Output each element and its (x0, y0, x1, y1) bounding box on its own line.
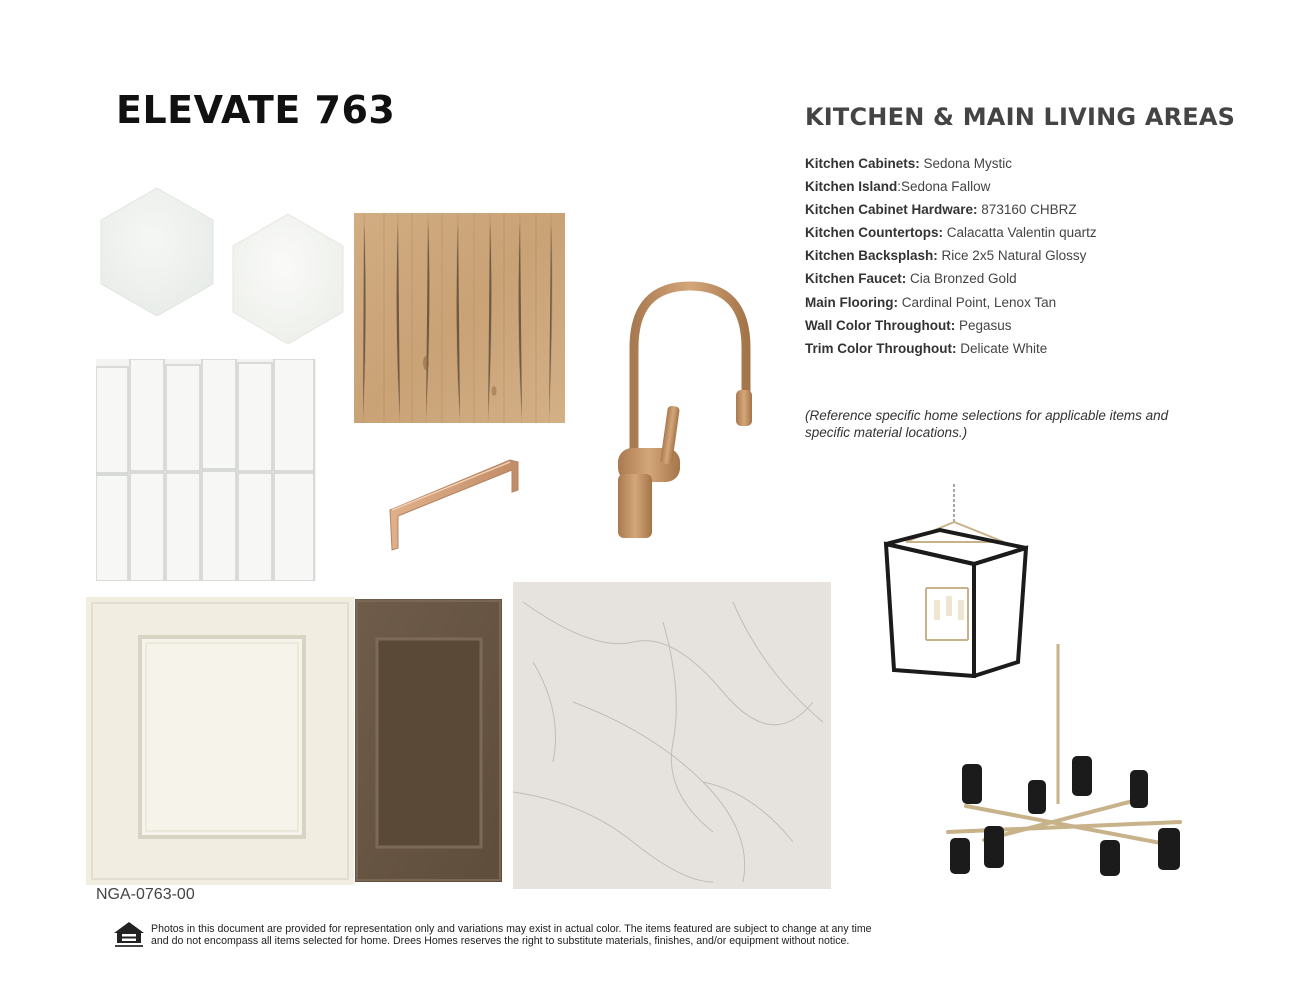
reference-note: (Reference specific home selections for applicable items and specific material locations.) (805, 408, 1169, 440)
selection-backsplash (805, 244, 1097, 267)
cabinet-hardware-image (366, 444, 536, 560)
selection-value: 873160 CHBRZ (977, 202, 1077, 218)
wall-paint-swatch (98, 186, 216, 318)
selection-value: Rice 2x5 Natural Glossy (937, 248, 1087, 264)
selection-value: Cardinal Point, Lenox Tan (897, 294, 1057, 310)
selection-faucet (805, 267, 1097, 290)
selection-label: Kitchen Faucet: (805, 271, 907, 287)
selection-wall-color (805, 314, 1097, 337)
selection-label: Kitchen Cabinets: (805, 156, 920, 171)
flooring-swatch (354, 213, 565, 423)
selection-list (805, 152, 1097, 360)
chandelier-image (944, 644, 1190, 880)
selection-value: Sedona Mystic (919, 156, 1013, 171)
trim-paint-swatch (230, 212, 346, 346)
kitchen-island-swatch (355, 599, 502, 882)
countertop-swatch (513, 582, 831, 889)
document-code: NGA-0763-00 (96, 886, 195, 903)
selection-cabinet-hardware (805, 198, 1097, 221)
backsplash-swatch (96, 359, 316, 581)
selection-value: Calacatta Valentin quartz (943, 225, 1097, 241)
selection-label: Kitchen Cabinet Hardware: (805, 202, 978, 218)
selection-label: Kitchen Island (805, 179, 898, 195)
selection-countertops (805, 221, 1097, 244)
kitchen-cabinet-swatch (86, 597, 354, 885)
selection-label: Kitchen Countertops: (805, 225, 943, 241)
disclaimer-text: Photos in this document are provided for representation only and variations may exist in actual color. The items featured are subject to change at any time and do not encompass all items selected for home. Drees Homes reserves the right to substitute materials, finishes, and/or equipment without notice. (151, 923, 872, 947)
selection-value: Pegasus (955, 317, 1012, 333)
selection-kitchen-cabinets (805, 152, 1097, 175)
selection-kitchen-island (805, 175, 1097, 198)
selection-trim-color (805, 337, 1097, 360)
selection-value: Cia Bronzed Gold (906, 271, 1017, 287)
equal-housing-opportunity-icon (113, 921, 145, 949)
selection-label: Main Flooring: (805, 294, 898, 310)
page-title: ELEVATE 763 (116, 88, 396, 132)
selection-value: :Sedona Fallow (897, 179, 991, 195)
selection-main-flooring (805, 291, 1097, 314)
faucet-image (608, 278, 760, 544)
selection-label: Kitchen Backsplash: (805, 248, 938, 264)
selection-label: Trim Color Throughout: (805, 340, 957, 356)
section-title: KITCHEN & MAIN LIVING AREAS (805, 103, 1236, 131)
selection-label: Wall Color Throughout: (805, 317, 956, 333)
selection-value: Delicate White (956, 340, 1048, 356)
